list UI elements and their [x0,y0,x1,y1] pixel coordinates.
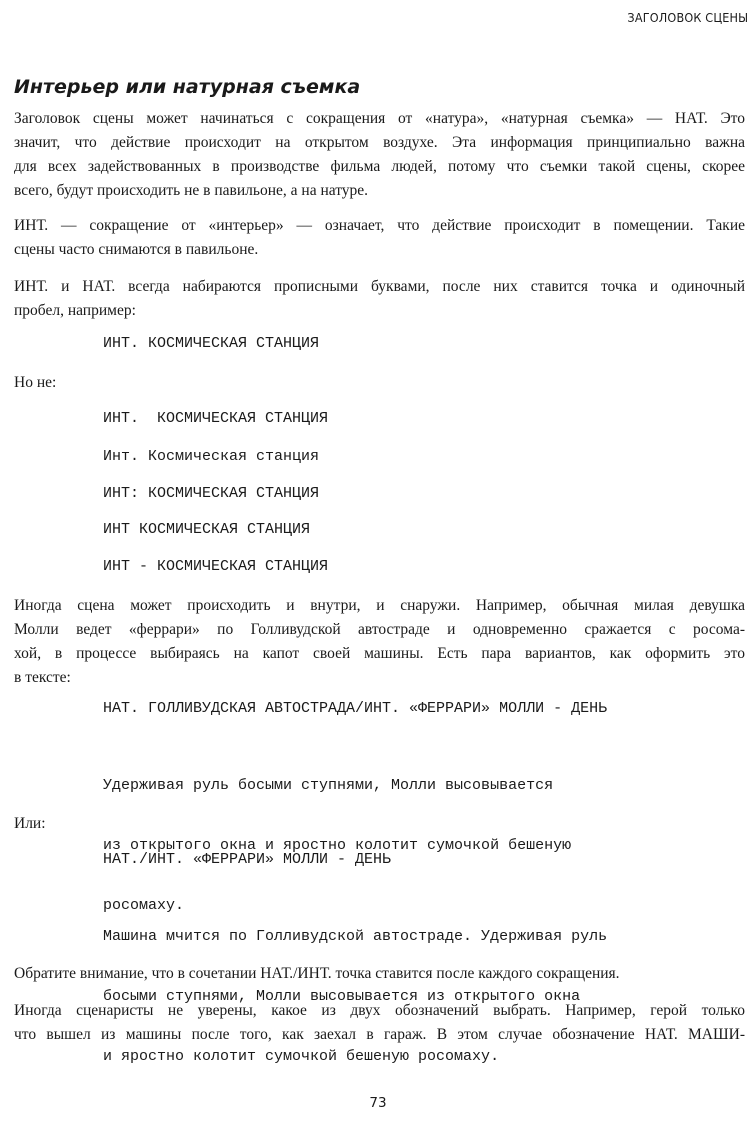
text-line: ИНТ. — сокращение от «интерьер» — означает, что действие происходит в помещении. Такие [14,217,745,234]
text-line: для всех задействованных в производстве фильма людей, потому что съемки такой сцены, скорее [14,158,745,175]
example1-scene-heading: НАТ. ГОЛЛИВУДСКАЯ АВТОСТРАДА/ИНТ. «ФЕРРАРИ» МОЛЛИ - ДЕНЬ [103,700,608,717]
paragraph-nat-definition [14,107,745,203]
code-line: Машина мчится по Голливудской автостраде. Удерживая руль [103,928,608,945]
paragraph-inside-outside [14,594,745,690]
text-line: значит, что действие происходит на открытом воздухе. Эта информация принципиально важна [14,134,745,151]
paragraph-int-definition [14,214,745,262]
code-line: из открытого окна и яростно колотит сумочкой бешеную [103,837,572,854]
code-line: босыми ступнями, Молли высовывается из открытого окна [103,988,581,1005]
code-line: Удерживая руль босыми ступнями, Молли высовывается [103,777,554,794]
example-wrong-heading: Инт. Космическая станция [103,448,320,465]
example2-scene-heading: НАТ./ИНТ. «ФЕРРАРИ» МОЛЛИ - ДЕНЬ [103,851,392,868]
section-title: Интерьер или натурная съемка [14,76,361,98]
example-correct-heading: ИНТ. КОСМИЧЕСКАЯ СТАНЦИЯ [103,335,320,352]
paragraph-capitalization-rule [14,275,745,323]
paragraph-uncertain [14,999,745,1047]
text-line: Обратите внимание, что в сочетании НАТ./ИНТ. точка ставится после каждого сокращения. [14,965,620,982]
but-not-label [14,371,745,395]
example-wrong-heading: ИНТ. КОСМИЧЕСКАЯ СТАНЦИЯ [103,410,329,427]
text-line: всего, будут происходить не в павильоне, а на натуре. [14,182,369,199]
text-line: Но не: [14,374,57,391]
example-wrong-heading: ИНТ КОСМИЧЕСКАЯ СТАНЦИЯ [103,521,311,538]
example2-action [103,887,607,1107]
example-wrong-heading: ИНТ - КОСМИЧЕСКАЯ СТАНЦИЯ [103,558,329,575]
text-line: сцены часто снимаются в павильоне. [14,241,259,258]
text-line: что вышел из машины после того, как заехал в гараж. В этом случае обозначение НАТ. МАШИ- [14,1026,745,1043]
text-line: хой, в процессе выбираясь на капот своей машины. Есть пара вариантов, как оформить это [14,645,745,662]
running-head: ЗАГОЛОВОК СЦЕНЫ [627,10,748,25]
paragraph-note [14,962,745,986]
text-line: Молли ведет «феррари» по Голливудской автостраде и одновременно сражается с росома- [14,621,745,638]
text-line: Заголовок сцены может начинаться с сокращения от «натура», «натурная съемка» — НАТ. Это [14,110,745,127]
text-line: Иногда сцена может происходить и внутри, и снаружи. Например, обычная милая девушка [14,597,745,614]
text-line: в тексте: [14,669,71,686]
text-line: ИНТ. и НАТ. всегда набираются прописными буквами, после них ставится точка и одиночный [14,278,745,295]
code-line: и яростно колотит сумочкой бешеную росомаху. [103,1048,500,1065]
text-line: Или: [14,815,46,832]
or-label [14,812,745,836]
page-number: 73 [369,1095,387,1111]
code-line: росомаху. [103,897,185,914]
example-wrong-heading: ИНТ: КОСМИЧЕСКАЯ СТАНЦИЯ [103,485,320,502]
text-line: пробел, например: [14,302,136,319]
text-line: Иногда сценаристы не уверены, какое из двух обозначений выбрать. Например, герой только [14,1002,745,1019]
